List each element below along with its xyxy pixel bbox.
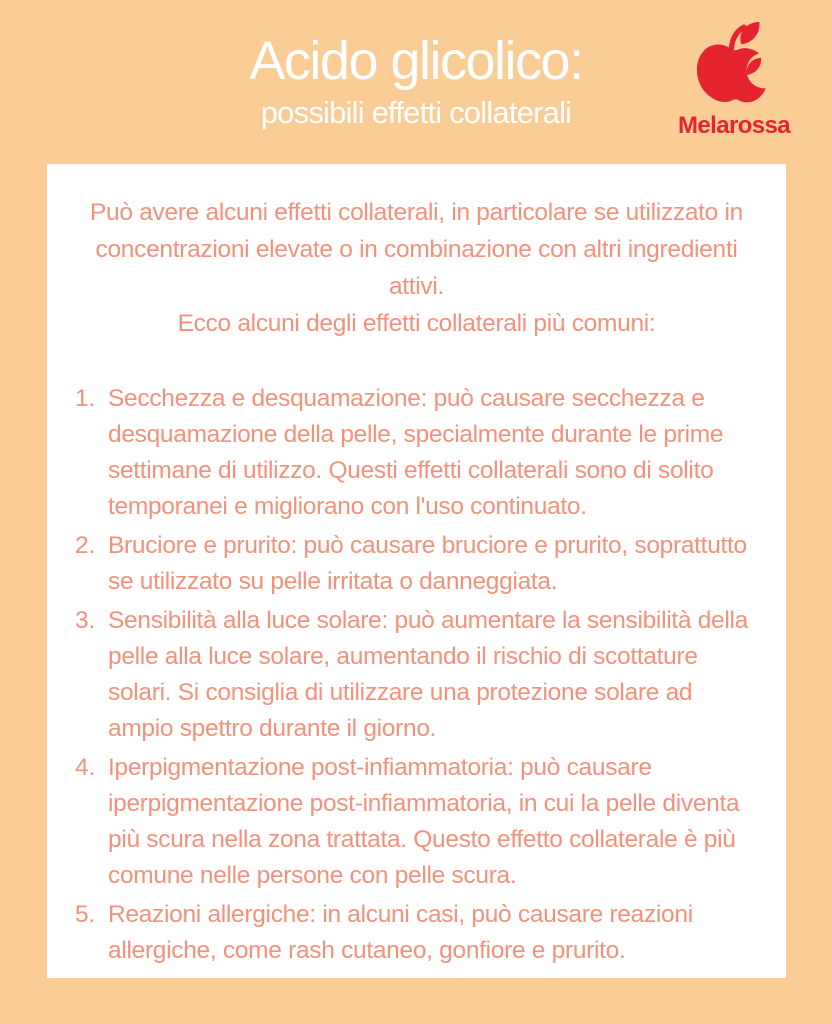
- intro-paragraph: Può avere alcuni effetti collaterali, in particolare se utilizzato in concentrazioni elevate o in combinazione con altri ingredienti attivi.: [90, 199, 743, 300]
- list-item: [75, 750, 758, 894]
- list-item-number: 3.: [75, 607, 95, 634]
- list-item-number: 4.: [75, 754, 95, 781]
- page-title: Acido glicolico:: [249, 31, 583, 91]
- melarossa-wordmark: Melarossa: [678, 112, 790, 139]
- list-item-text: Secchezza e desquamazione: può causare secchezza e desquamazione della pelle, specialmente durante le prime settimane di utilizzo. Questi effetti collaterali sono di solito temporanei e migliorano con l'uso continuato.: [108, 385, 724, 520]
- list-item-number: 1.: [75, 385, 95, 412]
- list-item: [75, 528, 758, 600]
- melarossa-logo: [666, 20, 802, 140]
- list-item-number: 5.: [75, 901, 95, 928]
- apple-logo-icon: [682, 20, 786, 110]
- intro-lead-in: Ecco alcuni degli effetti collaterali più comuni:: [177, 310, 656, 337]
- page-subtitle: possibili effetti collaterali: [260, 95, 572, 130]
- side-effects-list: [75, 381, 758, 969]
- list-item: [75, 381, 758, 525]
- list-item-text: Iperpigmentazione post-infiammatoria: può causare iperpigmentazione post-infiammatoria, in cui la pelle diventa più scura nella zona trattata. Questo effetto collaterale è più comune nelle persone con pelle scura.: [108, 754, 740, 889]
- intro-block: [75, 194, 758, 342]
- list-item: [75, 897, 758, 969]
- list-item-text: Reazioni allergiche: in alcuni casi, può causare reazioni allergiche, come rash cutaneo, gonfiore e prurito.: [108, 901, 693, 964]
- list-item-number: 2.: [75, 532, 95, 559]
- list-item-text: Sensibilità alla luce solare: può aumentare la sensibilità della pelle alla luce solare, aumentando il rischio di scottature solari. Si consiglia di utilizzare una protezione solare ad ampio spettro durante il giorno.: [108, 607, 748, 742]
- list-item-text: Bruciore e prurito: può causare bruciore e prurito, soprattutto se utilizzato su pelle irritata o danneggiata.: [108, 532, 747, 595]
- list-item: [75, 603, 758, 747]
- content-card: [47, 164, 786, 978]
